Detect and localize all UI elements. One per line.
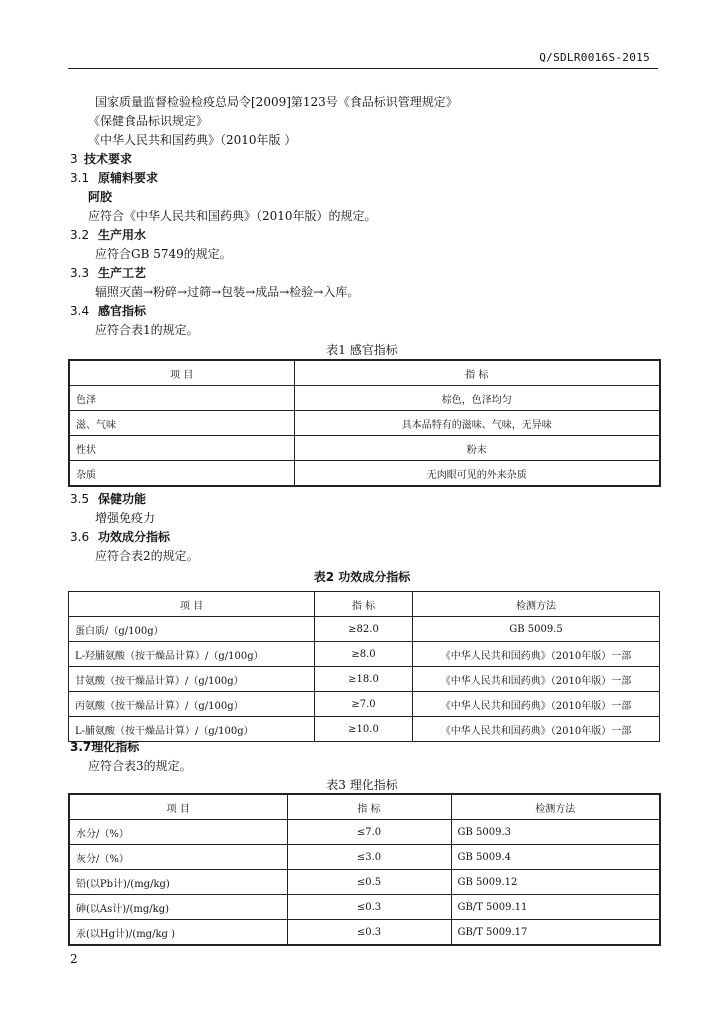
table-cell: 具本品特有的滋味、气味，无异味 bbox=[294, 411, 660, 436]
section-3-7-heading: 3.7理化指标 bbox=[70, 740, 140, 754]
column-header: 项 目 bbox=[69, 592, 315, 617]
table-cell: ≥82.0 bbox=[315, 617, 413, 642]
table-row bbox=[69, 920, 660, 946]
table-row bbox=[69, 845, 660, 870]
table-cell: 性状 bbox=[69, 436, 294, 461]
section-3-4-text: 应符合表1的规定。 bbox=[95, 323, 199, 337]
raw-material-name: 阿胶 bbox=[88, 190, 113, 204]
table-cell: ≤0.3 bbox=[287, 895, 451, 920]
section-3-2-heading bbox=[70, 227, 146, 243]
table-header-row bbox=[69, 360, 660, 386]
table-cell: 《中华人民共和国药典》（2010年版）一部 bbox=[413, 717, 660, 742]
table3-caption: 表3 理化指标 bbox=[326, 778, 398, 792]
table-row bbox=[69, 870, 660, 895]
table-cell: 铅(以Pb计)/(mg/kg) bbox=[69, 870, 287, 895]
reference-2: 《保健食品标识规定》 bbox=[88, 114, 209, 128]
table-cell: ≥8.0 bbox=[315, 642, 413, 667]
table-cell: 《中华人民共和国药典》（2010年版）一部 bbox=[413, 692, 660, 717]
table-header-row bbox=[69, 592, 660, 617]
table-cell: ≤7.0 bbox=[287, 820, 451, 845]
column-header: 指 标 bbox=[287, 794, 451, 820]
section-3-6-text: 应符合表2的规定。 bbox=[95, 549, 199, 563]
column-header: 检测方法 bbox=[413, 592, 660, 617]
table-cell: 滋、气味 bbox=[69, 411, 294, 436]
table-cell: 《中华人民共和国药典》（2010年版）一部 bbox=[413, 642, 660, 667]
column-header: 指 标 bbox=[294, 360, 660, 386]
table-row bbox=[69, 895, 660, 920]
table-cell: ≥18.0 bbox=[315, 667, 413, 692]
table-cell: 蛋白质/（g/100g） bbox=[69, 617, 315, 642]
table-row bbox=[69, 617, 660, 642]
table-cell: ≤3.0 bbox=[287, 845, 451, 870]
table-cell: GB/T 5009.17 bbox=[451, 920, 660, 946]
section-number: 3.3 bbox=[70, 266, 90, 280]
table-row bbox=[69, 461, 660, 487]
table-cell: 无肉眼可见的外来杂质 bbox=[294, 461, 660, 487]
section-3-3-text: 辐照灭菌→粉碎→过筛→包装→成品→检验→入库。 bbox=[95, 285, 360, 299]
table-cell: ≥7.0 bbox=[315, 692, 413, 717]
section-title: 技术要求 bbox=[84, 152, 133, 166]
table-cell: ≤0.3 bbox=[287, 920, 451, 946]
table2-caption: 表2 功效成分指标 bbox=[313, 570, 411, 584]
section-3-heading bbox=[70, 151, 132, 167]
table-row bbox=[69, 642, 660, 667]
table-cell: GB 5009.5 bbox=[413, 617, 660, 642]
table-cell: GB/T 5009.11 bbox=[451, 895, 660, 920]
column-header: 项 目 bbox=[69, 794, 287, 820]
page-number: 2 bbox=[70, 952, 78, 966]
table-cell: GB 5009.3 bbox=[451, 820, 660, 845]
table-cell: GB 5009.4 bbox=[451, 845, 660, 870]
section-3-1-text: 应符合《中华人民共和国药典》（2010年版）的规定。 bbox=[88, 209, 377, 223]
section-number: 3 bbox=[70, 152, 78, 166]
table-row bbox=[69, 667, 660, 692]
table-header-row bbox=[69, 794, 660, 820]
section-title: 感官指标 bbox=[98, 304, 147, 318]
table-cell: 粉末 bbox=[294, 436, 660, 461]
section-number: 3.5 bbox=[70, 492, 90, 506]
section-title: 生产工艺 bbox=[98, 266, 147, 280]
table-cell: 色泽 bbox=[69, 386, 294, 411]
section-number: 3.1 bbox=[70, 171, 90, 185]
table-cell: 甘氨酸（按干燥品计算）/（g/100g） bbox=[69, 667, 315, 692]
table-row bbox=[69, 386, 660, 411]
section-number: 3.6 bbox=[70, 530, 90, 544]
table-cell: ≤0.5 bbox=[287, 870, 451, 895]
section-title: 原辅料要求 bbox=[98, 171, 159, 185]
table-cell: 灰分/（%） bbox=[69, 845, 287, 870]
table-row bbox=[69, 436, 660, 461]
table-row bbox=[69, 820, 660, 845]
table-cell: 丙氨酸（按干燥品计算）/（g/100g） bbox=[69, 692, 315, 717]
table-cell: GB 5009.12 bbox=[451, 870, 660, 895]
section-3-1-heading bbox=[70, 170, 158, 186]
section-3-4-heading bbox=[70, 303, 146, 319]
section-3-5-heading bbox=[70, 491, 146, 507]
document-code: Q/SDLR0016S-2015 bbox=[539, 51, 650, 64]
section-number: 3.4 bbox=[70, 304, 90, 318]
table-row bbox=[69, 717, 660, 742]
table-cell: L-脯氨酸（按干燥品计算）/（g/100g） bbox=[69, 717, 315, 742]
table-cell: 砷(以As计)/(mg/kg) bbox=[69, 895, 287, 920]
table-cell: L-羟脯氨酸（按干燥品计算）/（g/100g） bbox=[69, 642, 315, 667]
column-header: 检测方法 bbox=[451, 794, 660, 820]
table-row bbox=[69, 692, 660, 717]
table3-physicochemical bbox=[68, 793, 661, 946]
table1-caption: 表1 感官指标 bbox=[326, 343, 398, 357]
table1-sensory bbox=[68, 359, 661, 487]
table-cell: ≥10.0 bbox=[315, 717, 413, 742]
table-row bbox=[69, 411, 660, 436]
section-3-5-text: 增强免疫力 bbox=[95, 511, 156, 525]
section-3-7-text: 应符合表3的规定。 bbox=[88, 759, 192, 773]
table-cell: 棕色，色泽均匀 bbox=[294, 386, 660, 411]
section-title: 保健功能 bbox=[98, 492, 147, 506]
table-cell: 《中华人民共和国药典》（2010年版）一部 bbox=[413, 667, 660, 692]
table-cell: 汞(以Hg计)/(mg/kg ) bbox=[69, 920, 287, 946]
section-title: 生产用水 bbox=[98, 228, 147, 242]
table-cell: 水分/（%） bbox=[69, 820, 287, 845]
column-header: 项 目 bbox=[69, 360, 294, 386]
section-title: 功效成分指标 bbox=[98, 530, 171, 544]
section-3-3-heading bbox=[70, 265, 146, 281]
section-3-6-heading bbox=[70, 529, 170, 545]
section-3-2-text: 应符合GB 5749的规定。 bbox=[95, 247, 232, 261]
section-number: 3.2 bbox=[70, 228, 90, 242]
column-header: 指 标 bbox=[315, 592, 413, 617]
reference-1: 国家质量监督检验检疫总局令[2009]第123号《食品标识管理规定》 bbox=[95, 95, 458, 109]
reference-3: 《中华人民共和国药典》（2010年版 ） bbox=[88, 133, 297, 147]
header-rule bbox=[68, 68, 658, 69]
table2-functional-components bbox=[68, 591, 660, 742]
table-cell: 杂质 bbox=[69, 461, 294, 487]
